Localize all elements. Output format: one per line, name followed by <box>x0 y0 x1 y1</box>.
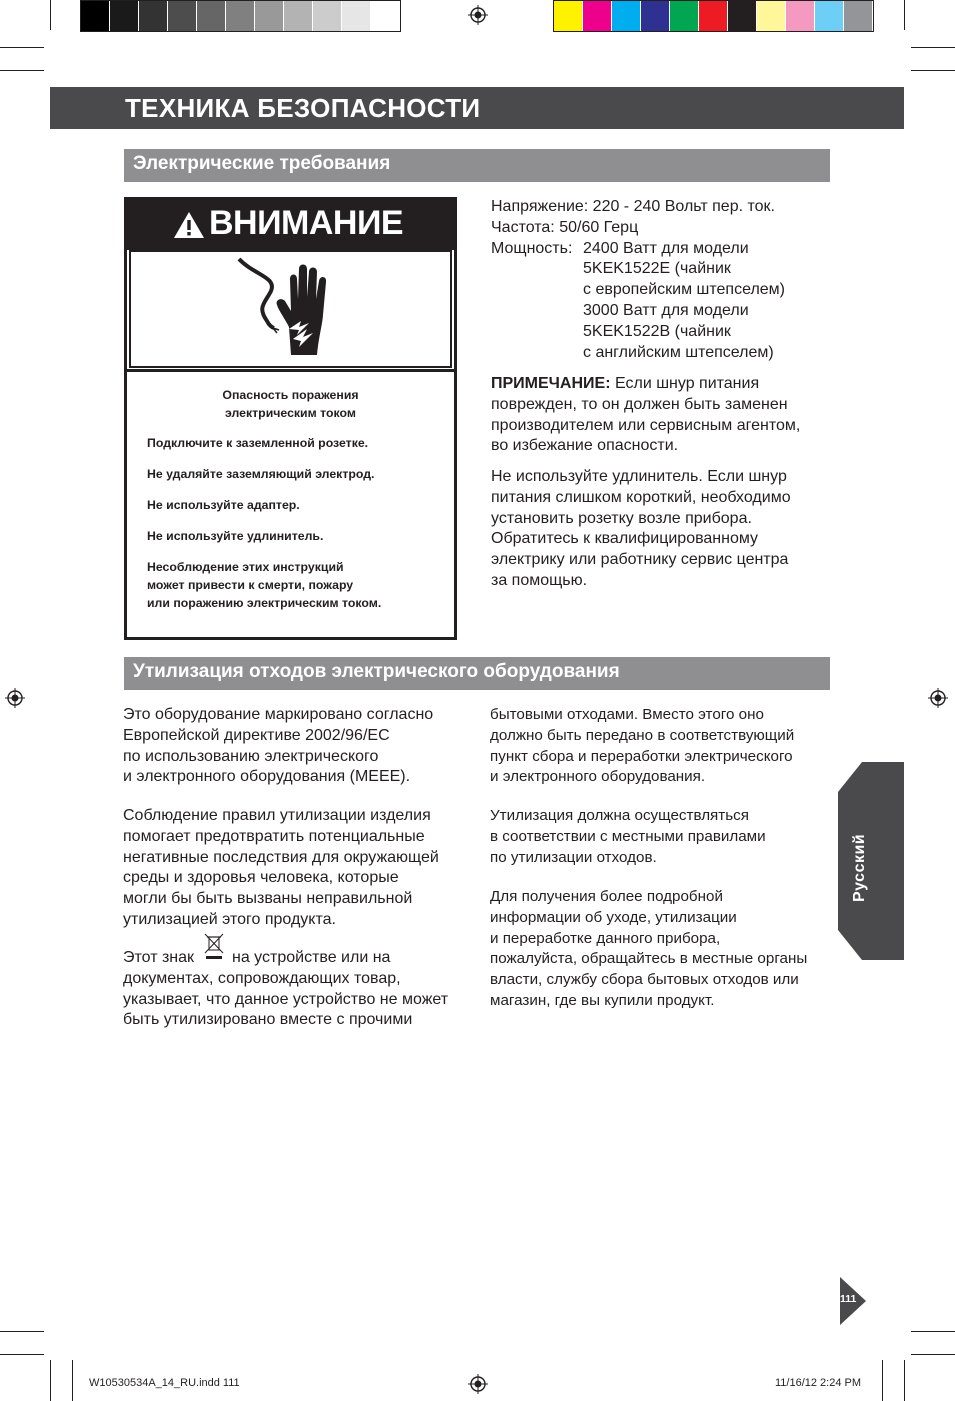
text-line: среды и здоровья человека, которые <box>123 869 399 887</box>
danger-heading <box>127 386 454 422</box>
color-swatch <box>81 1 110 31</box>
registration-mark-icon <box>928 688 948 708</box>
warning-box <box>124 197 457 640</box>
section-header-electrical <box>124 149 830 182</box>
color-swatch <box>815 1 844 31</box>
color-swatch <box>844 1 873 31</box>
power-line: с английским штепселем) <box>583 343 774 361</box>
spec-power-values <box>583 239 785 364</box>
text-line: и электронного оборудования. <box>490 768 706 786</box>
power-line: 5KEK1522B (чайник <box>583 322 731 340</box>
text-line: Утилизация должна осуществляться <box>490 807 749 824</box>
text-line: установить розетку возле прибора. <box>491 509 752 527</box>
crop-mark <box>904 1360 905 1401</box>
crop-mark <box>72 1360 73 1401</box>
text-line: Не используйте удлинитель. Если шнур <box>491 468 787 485</box>
crop-mark <box>911 47 955 48</box>
grayscale-color-bar <box>80 0 401 32</box>
text-line: должно быть передано в соответствующий <box>490 726 795 744</box>
color-swatch <box>786 1 815 31</box>
color-swatch <box>699 1 728 31</box>
text-line: электрику или работнику сервис центра <box>491 551 789 569</box>
page-header <box>50 87 904 129</box>
section-title: Утилизация отходов электрического оборудования <box>133 661 620 682</box>
warning-consequence <box>147 558 381 612</box>
crop-mark <box>911 1354 955 1355</box>
text-line: Обратитесь к квалифицированному <box>491 530 759 548</box>
text-line: документах, сопровождающих товар, <box>123 969 401 987</box>
color-swatch <box>313 1 342 31</box>
spec-power <box>491 239 831 361</box>
crop-mark <box>911 70 955 71</box>
text-line: быть утилизировано вместе с прочими <box>123 1011 413 1029</box>
process-color-bar <box>553 0 874 32</box>
warning-triangle-icon <box>173 211 205 239</box>
crop-mark <box>0 70 44 71</box>
warning-image-panel <box>129 250 452 368</box>
power-line: 5KEK1522E (чайник <box>583 260 731 278</box>
extension-paragraph <box>491 467 831 592</box>
note-line: производителем или сервисным агентом, <box>491 416 801 434</box>
text-line: Этот знак <box>123 949 195 966</box>
color-swatch <box>168 1 197 31</box>
color-swatch <box>110 1 139 31</box>
registration-mark-icon <box>468 1374 488 1394</box>
color-swatch <box>757 1 786 31</box>
spec-voltage: Напряжение: 220 - 240 Вольт пер. ток. <box>491 198 775 215</box>
power-line: 3000 Ватт для модели <box>583 301 749 319</box>
weee-paragraph-2 <box>123 806 468 931</box>
text-line: власти, службу сбора бытовых отходов или <box>490 971 799 989</box>
crop-mark <box>911 1331 955 1332</box>
color-swatch <box>197 1 226 31</box>
color-swatch <box>342 1 371 31</box>
power-line: 2400 Ватт для модели <box>583 239 749 257</box>
danger-line: Опасность поражения <box>222 388 359 402</box>
note-paragraph <box>491 374 831 457</box>
text-line: по использованию электрического <box>123 747 379 765</box>
color-swatch <box>371 1 400 31</box>
color-swatch <box>670 1 699 31</box>
language-tab-label: Русский <box>851 833 868 902</box>
registration-mark-icon <box>468 5 488 25</box>
text-line: указывает, что данное устройство не может <box>123 990 449 1008</box>
text-line: на устройстве или на <box>232 949 391 966</box>
crop-mark <box>0 1354 44 1355</box>
text-line: могли бы быть вызваны неправильной <box>123 890 413 908</box>
text-line: Это оборудование маркировано согласно <box>123 706 434 723</box>
electric-shock-hand-icon <box>229 255 339 361</box>
warning-item: Не удаляйте заземляющий электрод. <box>147 467 375 481</box>
danger-line: электрическим током <box>225 406 356 420</box>
color-swatch <box>139 1 168 31</box>
text-line: Европейской директиве 2002/96/EC <box>123 726 390 744</box>
weee-paragraph-5 <box>490 806 835 868</box>
crop-mark <box>0 47 44 48</box>
color-swatch <box>728 1 757 31</box>
text-line: за помощью. <box>491 571 588 589</box>
text-line: утилизацией этого продукта. <box>123 910 336 928</box>
weee-paragraph-4 <box>490 705 835 788</box>
weee-paragraph-3 <box>123 948 468 1031</box>
color-swatch <box>583 1 612 31</box>
electrical-specs <box>491 197 831 361</box>
spec-frequency: Частота: 50/60 Герц <box>491 218 639 236</box>
footer-date: 11/16/12 2:24 PM <box>775 1377 862 1389</box>
note-label: ПРИМЕЧАНИЕ: <box>491 375 611 392</box>
note-line: Если шнур питания <box>614 375 760 392</box>
power-line: с европейским штепселем) <box>583 281 785 299</box>
consequence-line: или поражению электрическим током. <box>147 596 382 610</box>
footer-filename: W10530534A_14_RU.indd 111 <box>89 1377 240 1389</box>
section-header-weee <box>124 657 830 690</box>
spec-power-label: Мощность: <box>491 239 573 257</box>
weee-paragraph-1 <box>123 705 468 788</box>
section-title: Электрические требования <box>133 153 391 174</box>
weee-paragraph-6 <box>490 887 835 1012</box>
text-line: и электронного оборудования (MEEE). <box>123 768 411 786</box>
text-line: бытовыми отходами. Вместо этого оно <box>490 706 764 723</box>
text-line: магазин, где вы купили продукт. <box>490 991 715 1009</box>
crop-mark <box>0 1331 44 1332</box>
warning-item: Не используйте адаптер. <box>147 498 300 512</box>
consequence-line: может привести к смерти, пожару <box>147 578 354 592</box>
note-line: поврежден, то он должен быть заменен <box>491 395 788 413</box>
text-line: пожалуйста, обращайтесь в местные органы <box>490 950 808 968</box>
warning-item: Подключите к заземленной розетке. <box>147 436 369 450</box>
crop-mark <box>904 0 905 30</box>
crop-mark <box>50 0 51 30</box>
color-swatch <box>554 1 583 31</box>
text-line: помогает предотвратить потенциальные <box>123 827 425 845</box>
crossed-bin-icon <box>203 932 225 960</box>
registration-mark-icon <box>5 688 25 708</box>
color-swatch <box>226 1 255 31</box>
color-swatch <box>612 1 641 31</box>
warning-divider <box>127 369 454 372</box>
text-line: и переработке данного прибора, <box>490 929 721 947</box>
warning-item: Не используйте удлинитель. <box>147 529 324 543</box>
crop-mark <box>50 1360 51 1401</box>
color-swatch <box>255 1 284 31</box>
text-line: информации об уходе, утилизации <box>490 908 737 926</box>
page-number: 111 <box>840 1293 857 1305</box>
color-swatch <box>284 1 313 31</box>
consequence-line: Несоблюдение этих инструкций <box>147 560 344 574</box>
text-line: негативные последствия для окружающей <box>123 848 439 866</box>
crop-mark <box>882 1360 883 1401</box>
text-line: Для получения более подробной <box>490 888 723 905</box>
text-line: Соблюдение правил утилизации изделия <box>123 807 431 824</box>
note-line: во избежание опасности. <box>491 437 679 455</box>
text-line: в соответствии с местными правилами <box>490 827 766 845</box>
text-line: пункт сбора и переработки электрического <box>490 747 793 765</box>
page-title: ТЕХНИКА БЕЗОПАСНОСТИ <box>125 93 481 123</box>
warning-title-bar <box>127 200 454 250</box>
warning-title: ВНИМАНИЕ <box>209 204 404 242</box>
text-line: по утилизации отходов. <box>490 848 657 866</box>
color-swatch <box>641 1 670 31</box>
text-line: питания слишком короткий, необходимо <box>491 488 791 506</box>
